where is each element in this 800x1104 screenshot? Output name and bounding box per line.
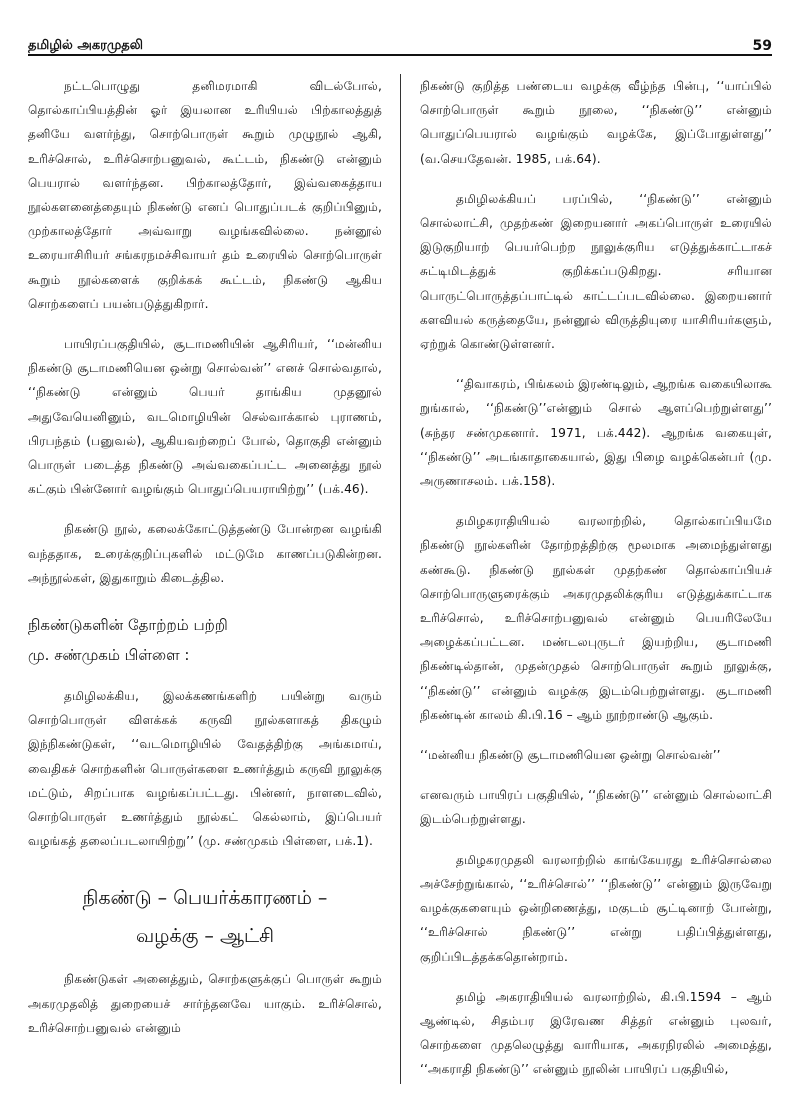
quote-line: ‘‘மன்னிய நிகண்டு சூடாமணியென ஒன்று சொல்வன்’’	[420, 748, 721, 763]
paragraph: தமிழகரமுதலி வரலாற்றில் காங்கேயரது உரிச்சொல்லை அச்சேற்றுங்கால், ‘‘உரிச்சொல்’’ ‘‘நிகண்டு’’ என்னும் இருவேறு வழக்குகளையும் ஒன்றிணைத்து, மகுடம் சூட்டினாற் போன்று, ‘‘உரிச்சொல் நிகண்டு’’ என்று பதிப்பித்துள்ளது, குறிப்பிடத்தக்கதொன்றாம்.	[420, 852, 772, 964]
section-heading	[28, 879, 382, 955]
paragraph: நிகண்டு நூல், கலைக்கோட்டுத்தண்டு போன்றன வழங்கி வந்ததாக, உரைக்குறிப்புகளில் மட்டுமே காணப்படுகின்றன. அந்நூல்கள், இதுகாறும் கிடைத்தில.	[28, 522, 382, 585]
page-number: 59	[752, 38, 772, 54]
paragraph: நிகண்டுகள் அனைத்தும், சொற்களுக்குப் பொருள் கூறும் அகரமுதலித் துறையைச் சார்ந்தனவே யாகும். உரிச்சொல், உரிச்சொற்பனுவல் என்னும்	[28, 972, 382, 1035]
heading-line: நிகண்டு – பெயர்க்காரணம் –	[82, 887, 328, 910]
paragraph: பாயிரப்பகுதியில், சூடாமணியின் ஆசிரியர், ‘‘மன்னிய நிகண்டு சூடாமணியென ஒன்று சொல்வன்’’ எனச் சொல்வதால், ‘‘நிகண்டு என்னும் பெயர் தாங்கிய முதனூல் அதுவேயெனினும், வடமொழியின் செல்வாக்கால் புராணம், பிரபந்தம் (பனுவல்), ஆகியவற்றைப் போல், தொகுதி என்னும் பொருள் படைத்த நிகண்டு அவ்வகைப்பட்ட அனைத்து நூல் கட்கும் பின்னோர் வழங்கும் பொதுப்பெயராயிற்று’’ (பக்.46).	[28, 337, 382, 497]
two-column-body	[28, 74, 772, 1104]
running-header	[28, 28, 772, 56]
subheading-line: மு. சண்முகம் பிள்ளை :	[28, 646, 190, 665]
paragraph: நட்டபொழுது தனிமரமாகி விடல்போல், தொல்காப்பியத்தின் ஓர் இயலான உரியியல் பிற்காலத்துத் தனியே வளர்ந்து, சொற்பொருள் கூறும் முழுநூல் ஆகி, உரிச்சொல், உரிச்சொற்பனுவல், கூட்டம், நிகண்டு என்னும் பெயரால் வளர்ந்தன. பிற்காலத்தோர், இவ்வகைத்தாய நூல்களனைத்தையும் நிகண்டு எனப் பொதுப்படக் குறிப்பினும், முற்காலத்தோர் அவ்வாறு வழங்கவில்லை. நன்னூல் உரையாசிரியர் சங்கரநமச்சிவாயர் தம் உரையில் சொற்பொருள் கூறும் நூல்களைக் குறிக்கக் கூட்டம், நிகண்டு ஆகிய சொற்களைப் பயன்படுத்துகிறார்.	[28, 79, 382, 311]
paragraph: எனவரும் பாயிரப் பகுதியில், ‘‘நிகண்டு’’ என்னும் சொல்லாட்சி இடம்பெற்றுள்ளது.	[420, 788, 772, 827]
paragraph: தமிழிலக்கிய, இலக்கணங்களிற் பயின்று வரும் சொற்பொருள் விளக்கக் கருவி நூல்களாகத் திகழும் இந்நிகண்டுகள், ‘‘வடமொழியில் வேதத்திற்கு அங்கமாய், வைதிகச் சொற்களின் பொருள்களை உணர்த்தும் கருவி நூலுக்கு மட்டும், சிறப்பாக வழங்கப்பட்டது. பின்னர், நாளடைவில், சொற்பொருள் உணர்த்தும் நூல்கட் கெல்லாம், இப்பெயர் வழங்கத் தலைப்படலாயிற்று’’ (மு. சண்முகம் பிள்ளை, பக்.1).	[28, 689, 382, 849]
paragraph: தமிழ் அகராதியியல் வரலாற்றில், கி.பி.1594 – ஆம் ஆண்டில், சிதம்பர இரேவண சித்தர் என்னும் புலவர், சொற்களை முதலெழுத்து வாரியாக, அகரநிரலில் அமைத்து, ‘‘அகராதி நிகண்டு’’ என்னும் நூலின் பாயிரப் பகுதியில்,	[420, 989, 772, 1077]
heading-line: வழக்கு – ஆட்சி	[135, 925, 274, 948]
column-divider	[400, 74, 401, 1084]
left-column	[28, 74, 400, 1104]
paragraph: தமிழிலக்கியப் பரப்பில், ‘‘நிகண்டு’’ என்னும் சொல்லாட்சி, முதற்கண் இறையனார் அகப்பொருள் உரையில் இடுகுறியாற் பெயர்பெற்ற நூலுக்குரிய எடுத்துக்காட்டாகச் சுட்டிமிடத்துக் குறிக்கப்படுகிறது. சரியான பொருட்பொருத்தப்பாட்டில் காட்டப்படவில்லை. இறையனார் களவியல் கருத்தையே, நன்னூல் விருத்தியுரை யாசிரியர்களும், ஏற்றுக் கொண்டுள்ளனர்.	[420, 191, 772, 352]
subheading-line: நிகண்டுகளின் தோற்றம் பற்றி	[28, 616, 228, 635]
running-title: தமிழில் அகரமுதலி	[28, 38, 144, 53]
right-column	[400, 74, 772, 1104]
paragraph: ‘‘திவாகரம், பிங்கலம் இரண்டிலும், ஆறங்க வகையிலாகூ றுங்கால், ‘‘நிகண்டு’’என்னும் சொல் ஆளப்பெற்றுள்ளது’’ (சுந்தர சண்முகனார். 1971, பக்.442). ஆறங்க வகையுள், ‘‘நிகண்டு’’ அடங்காதாகையால், இது பிழை வழக்கென்பர் (மு. அருணாசலம். பக்.158).	[420, 377, 772, 489]
section-subheading	[28, 610, 382, 670]
paragraph: நிகண்டு குறித்த பண்டைய வழக்கு வீழ்ந்த பின்பு, ‘‘யாப்பில் சொற்பொருள் கூறும் நூலை, ‘‘நிகண்டு’’ என்னும் பொதுப்பெயரால் வழங்கும் வழக்கே, இப்போதுள்ளது’’ (வ.செயதேவன். 1985, பக்.64).	[420, 79, 772, 166]
paragraph: தமிழகராதியியல் வரலாற்றில், தொல்காப்பியமே நிகண்டு நூல்களின் தோற்றத்திற்கு மூலமாக அமைந்துள்ளது கண்கூடு. நிகண்டு நூல்கள் முதற்கண் தொல்காப்பியச் சொற்பொருளுரைக்கும் அகரமுதலிக்குரிய எடுத்துக்காட்டாக உரிச்சொல், உரிச்சொற்பனுவல் என்னும் பெயரிலேயே அழைக்கப்பட்டன. மண்டலபுருடர் இயற்றிய, சூடாமணி நிகண்டில்தான், முதன்முதல் சொற்பொருள் கூறும் நூலுக்கு, ‘‘நிகண்டு’’ என்னும் வழக்கு இடம்பெற்றுள்ளது. சூடாமணி நிகண்டின் காலம் கி.பி.16 – ஆம் நூற்றாண்டு ஆகும்.	[420, 514, 772, 722]
